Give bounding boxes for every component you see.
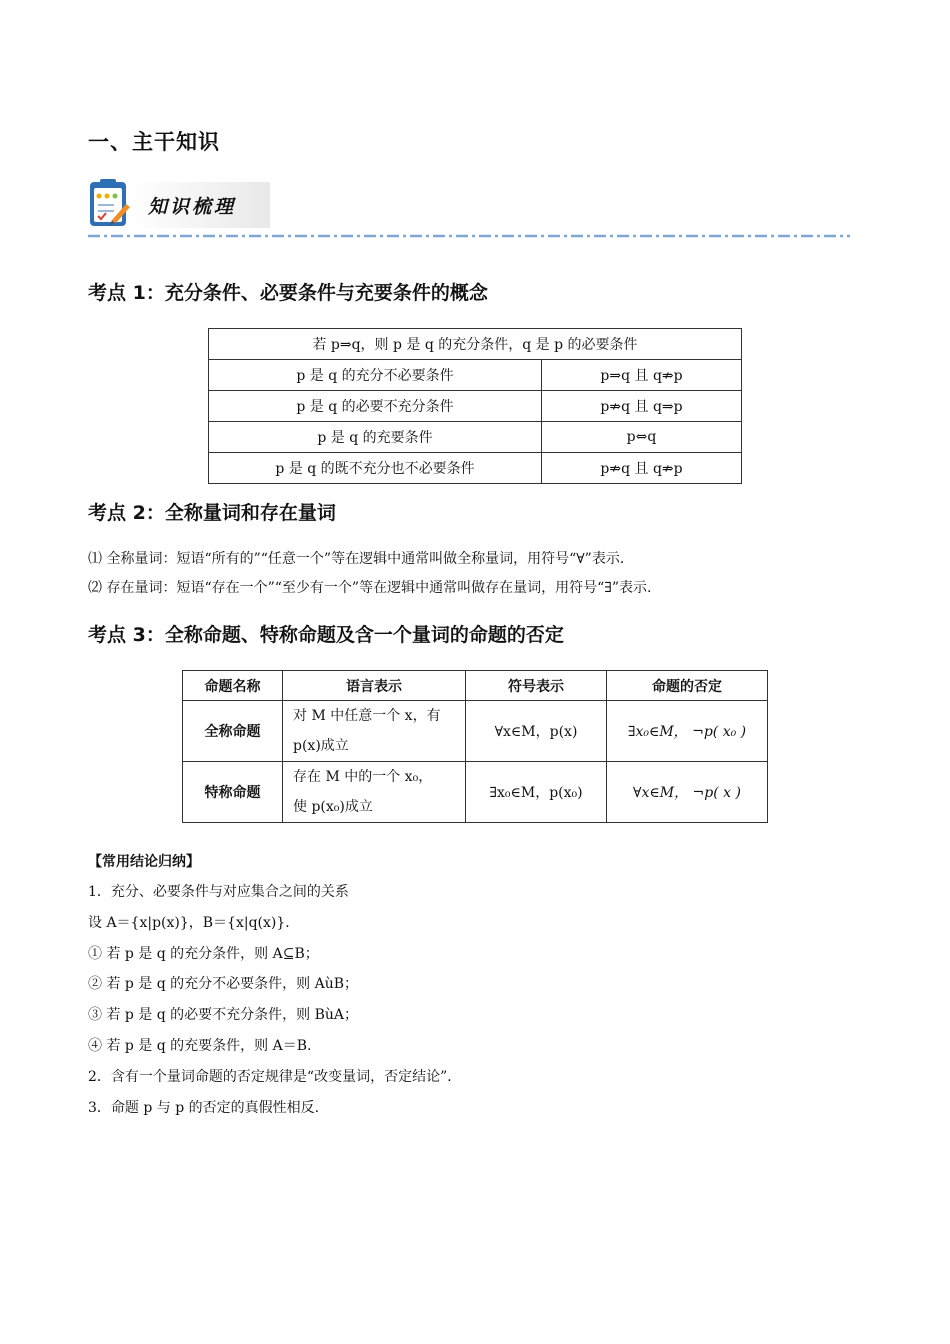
- kp1-header: 若 p⇒q，则 p 是 q 的充分条件，q 是 p 的必要条件: [209, 329, 742, 360]
- kp3-title: 考点 3：全称命题、特称命题及含一个量词的命题的否定: [88, 624, 564, 646]
- badge-label: 知识梳理: [148, 196, 237, 218]
- conclusions-title: 【常用结论归纳】: [88, 854, 200, 870]
- table-row: [209, 453, 742, 484]
- kp2-item: [88, 578, 651, 598]
- kp1-cell-left: p 是 q 的充分不必要条件: [209, 360, 542, 391]
- kp3-name: 特称命题: [183, 762, 283, 823]
- kp3-symbol: ∀x∈M，p(x): [466, 701, 607, 762]
- table-row: [209, 422, 742, 453]
- kp1-table: [208, 328, 742, 484]
- kp1-cell-left: p 是 q 的必要不充分条件: [209, 391, 542, 422]
- table-row: [209, 391, 742, 422]
- kp3-language: [283, 762, 466, 823]
- kp1-cell-left: p 是 q 的充要条件: [209, 422, 542, 453]
- kp3-language-line: 存在 M 中的一个 x₀，: [293, 769, 433, 785]
- kp2-item: [88, 549, 624, 569]
- kp3-table: [182, 670, 768, 823]
- kp3-symbol: ∃x₀∈M，p(x₀): [466, 762, 607, 823]
- conclusion-line: 2．含有一个量词命题的否定规律是“改变量词，否定结论”．: [88, 1069, 462, 1085]
- kp3-header: 语言表示: [283, 671, 466, 701]
- conclusion-line: 设 A＝{x|p(x)}，B＝{x|q(x)}．: [88, 915, 300, 931]
- kp1-cell-right: p⇒q 且 q⇏p: [542, 360, 742, 391]
- kp1-cell-right: p⇔q: [542, 422, 742, 453]
- kp3-language-line: 使 p(x₀)成立: [293, 799, 373, 815]
- kp3-negation: ∃x₀∈M， ¬p( x₀ ): [607, 701, 768, 762]
- kp3-language-line: 对 M 中任意一个 x，有: [293, 708, 441, 724]
- kp3-header: 命题名称: [183, 671, 283, 701]
- conclusion-line: ① 若 p 是 q 的充分条件，则 A⊆B；: [88, 946, 319, 962]
- kp2-title: 考点 2：全称量词和存在量词: [88, 502, 336, 524]
- dashed-divider: [88, 234, 850, 239]
- kp2-item-label: ⑵ 存在量词：: [88, 580, 177, 596]
- table-row: [183, 701, 768, 762]
- table-row: [183, 762, 768, 823]
- table-row: [209, 360, 742, 391]
- conclusion-line: 1．充分、必要条件与对应集合之间的关系: [88, 884, 349, 900]
- kp3-name: 全称命题: [183, 701, 283, 762]
- conclusion-line: ④ 若 p 是 q 的充要条件，则 A＝B.: [88, 1038, 312, 1054]
- kp3-header: 符号表示: [466, 671, 607, 701]
- section-title: 一、主干知识: [88, 130, 220, 154]
- kp1-cell-right: p⇏q 且 q⇏p: [542, 453, 742, 484]
- conclusion-line: 3．命题 p 与 p 的否定的真假性相反.: [88, 1100, 320, 1116]
- kp3-negation: ∀x∈M， ¬p( x ): [607, 762, 768, 823]
- kp1-cell-left: p 是 q 的既不充分也不必要条件: [209, 453, 542, 484]
- kp3-language-line: p(x)成立: [293, 738, 349, 754]
- kp2-item-text: 短语“存在一个”“至少有一个”等在逻辑中通常叫做存在量词，用符号“∃”表示.: [176, 580, 652, 596]
- kp1-title: 考点 1：充分条件、必要条件与充要条件的概念: [88, 282, 488, 304]
- kp2-item-text: 短语“所有的”“任意一个”等在逻辑中通常叫做全称量词，用符号“∀”表示.: [176, 551, 625, 567]
- kp3-header: 命题的否定: [607, 671, 768, 701]
- conclusion-line: ③ 若 p 是 q 的必要不充分条件，则 BùA；: [88, 1007, 359, 1023]
- kp3-language: [283, 701, 466, 762]
- kp2-item-label: ⑴ 全称量词：: [88, 551, 177, 567]
- kp1-cell-right: p⇏q 且 q⇒p: [542, 391, 742, 422]
- conclusion-line: ② 若 p 是 q 的充分不必要条件，则 AùB；: [88, 976, 359, 992]
